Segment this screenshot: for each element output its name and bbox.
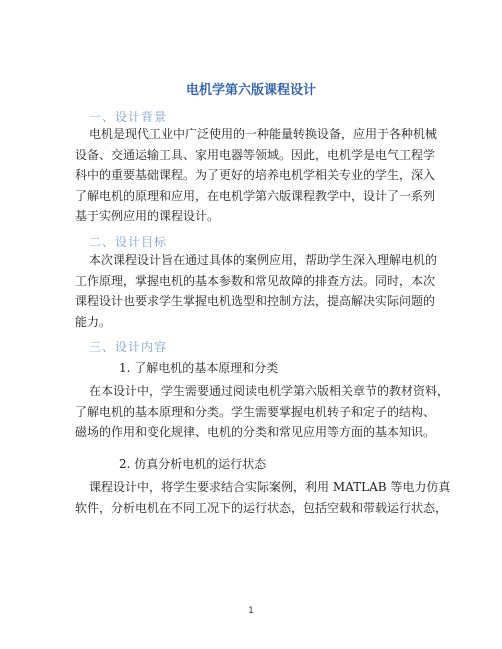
text-line: 在本设计中，学生需要通过阅读电机学第六版相关章节的教材资料， <box>89 384 450 398</box>
document-title: 电机学第六版课程设计 <box>185 83 316 98</box>
subsection-title-simulation: 2. 仿真分析电机的运行状态 <box>119 457 267 471</box>
paragraph-goals <box>75 250 438 332</box>
text-line: 电机是现代工业中广泛使用的一种能量转换设备，应用于各种机械 <box>89 127 438 141</box>
text-line: 课程设计也要求学生掌握电机选型和控制方法，提高解决实际问题的 <box>75 294 436 309</box>
section-heading-goals: 二、设计目标 <box>89 235 168 249</box>
paragraph-simulation <box>75 477 451 518</box>
page-number: 1 <box>248 606 254 616</box>
section-heading-background: 一、设计背景 <box>89 110 168 124</box>
text-line: 了解电机的原理和应用，在电机学第六版课程教学中，设计了一系列 <box>75 188 436 203</box>
text-line: 了解电机的基本原理和分类。学生需要掌握电机转子和定子的结构、 <box>75 404 436 419</box>
text-line: 基于实例应用的课程设计。 <box>75 209 220 224</box>
text-line: 本次课程设计旨在通过具体的案例应用，帮助学生深入理解电机的 <box>89 253 438 267</box>
text-line: 能力。 <box>75 314 112 329</box>
text-line: 软件，分析电机在不同工况下的运行状态，包括空载和带载运行状态， <box>75 500 448 515</box>
paragraph-background <box>75 124 438 227</box>
text-line: 设备、交通运输工具、家用电器等领域。因此，电机学是电气工程学 <box>75 147 436 162</box>
text-line: 课程设计中，将学生要求结合实际案例，利用 MATLAB 等电力仿真 <box>89 480 451 494</box>
text-line: 科中的重要基础课程。为了更好的培养电机学相关专业的学生，深入 <box>75 168 436 183</box>
paragraph-principles <box>75 381 450 443</box>
text-line: 工作原理，掌握电机的基本参数和常见故障的排查方法。同时，本次 <box>75 273 436 288</box>
section-heading-content: 三、设计内容 <box>89 340 168 354</box>
text-line: 磁场的作用和变化规律、电机的分类和常见应用等方面的基本知识。 <box>75 425 436 440</box>
subsection-title-principles: 1. 了解电机的基本原理和分类 <box>119 361 279 375</box>
